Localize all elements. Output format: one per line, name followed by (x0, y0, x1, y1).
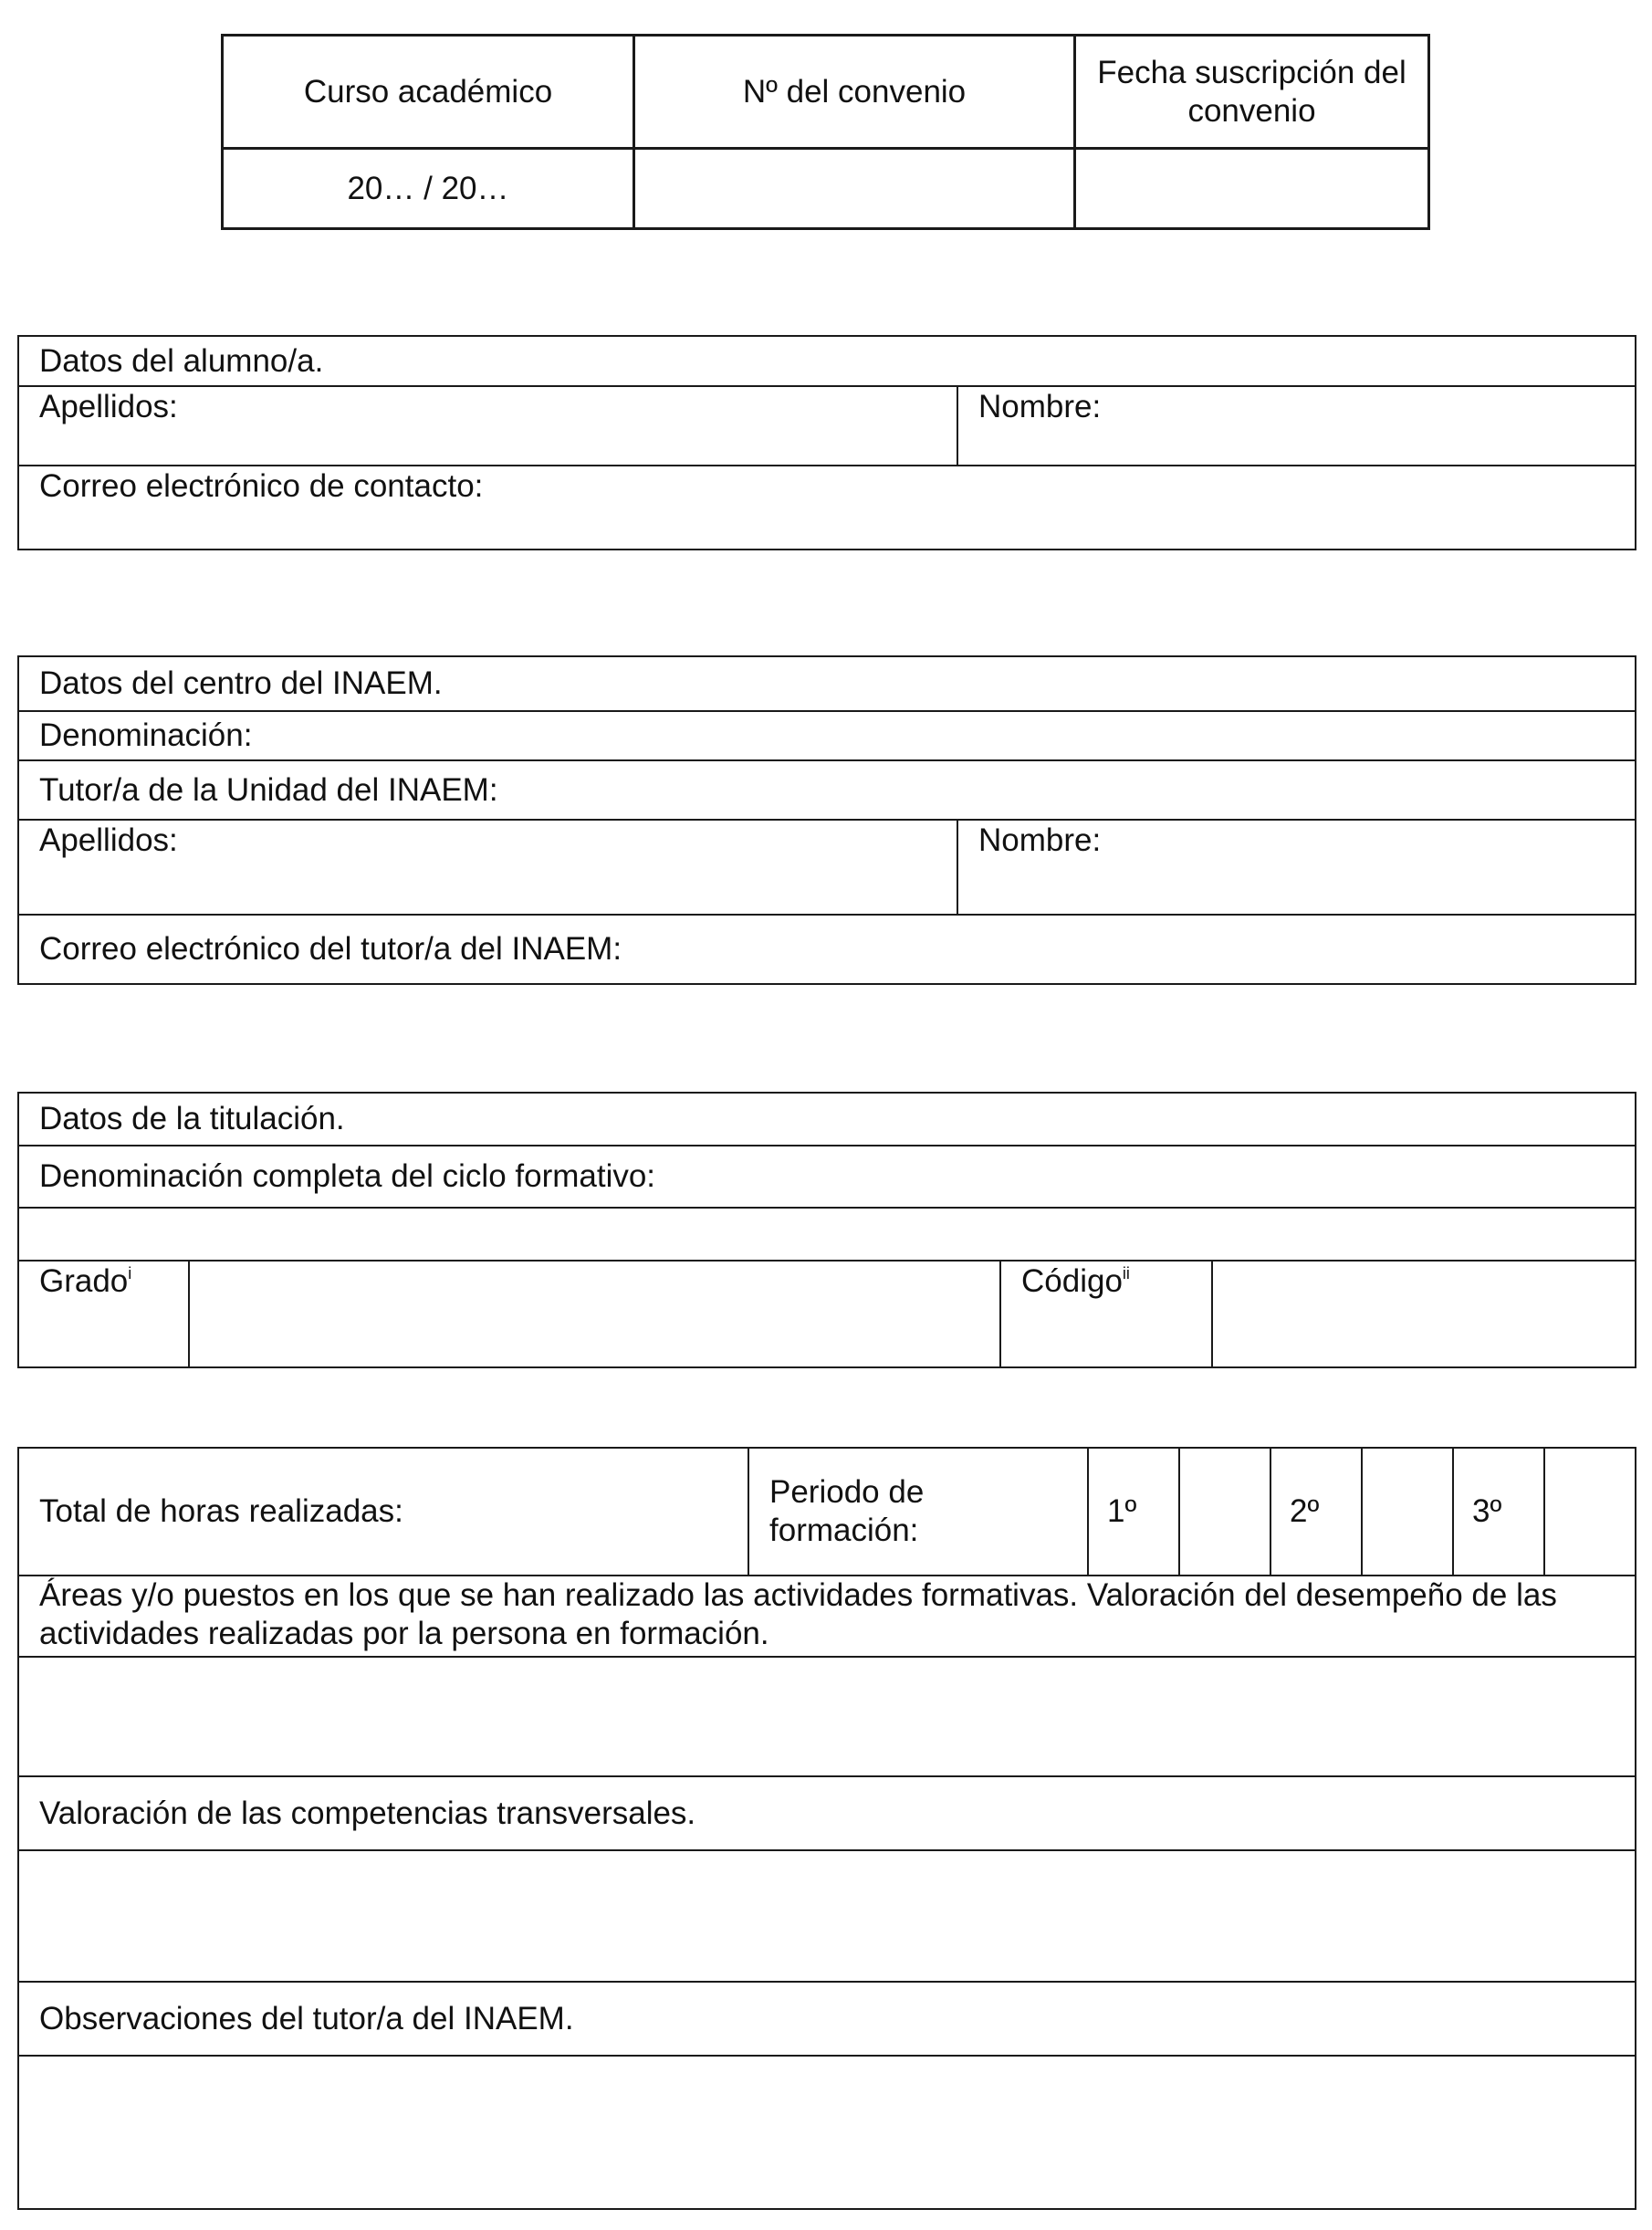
agreement-date-header: Fecha suscripción del convenio (1075, 36, 1429, 149)
cycle-name-field[interactable] (18, 1208, 1636, 1261)
student-section-title: Datos del alumno/a. (18, 336, 1636, 386)
student-email-field[interactable]: Correo electrónico de contacto: (18, 466, 1636, 550)
centre-tutor-heading: Tutor/a de la Unidad del INAEM: (18, 760, 1636, 820)
competences-label: Valoración de las competencias transversales. (18, 1776, 1636, 1850)
student-data-table (17, 335, 1636, 550)
code-field[interactable] (1212, 1261, 1636, 1367)
period-1-label: 1º (1088, 1448, 1179, 1576)
grade-label: Grado$^i$ (18, 1261, 189, 1367)
total-hours-field[interactable]: Total de horas realizadas: (18, 1448, 748, 1576)
degree-data-table (17, 1092, 1636, 1368)
academic-year-header: Curso académico (223, 36, 634, 149)
agreement-header-table (221, 34, 1430, 230)
degree-section-title: Datos de la titulación. (18, 1093, 1636, 1146)
period-1-checkbox[interactable] (1179, 1448, 1270, 1576)
evaluation-table (17, 1447, 1636, 2210)
tutor-email-field[interactable]: Correo electrónico del tutor/a del INAEM: (18, 915, 1636, 984)
centre-denomination-field[interactable]: Denominación: (18, 711, 1636, 760)
areas-activities-label: Áreas y/o puestos en los que se han realizado las actividades formativas. Valoración del desempeño de las actividades realizadas por la persona en formación. (18, 1576, 1636, 1657)
centre-data-table (17, 655, 1636, 985)
student-surname-field[interactable]: Apellidos: (18, 386, 957, 466)
observations-field[interactable] (18, 2056, 1636, 2209)
observations-label: Observaciones del tutor/a del INAEM. (18, 1982, 1636, 2056)
agreement-number-header: Nº del convenio (634, 36, 1075, 149)
period-3-label: 3º (1453, 1448, 1544, 1576)
student-name-field[interactable]: Nombre: (957, 386, 1636, 466)
tutor-name-field[interactable]: Nombre: (957, 820, 1636, 915)
academic-year-field[interactable]: 20… / 20… (223, 149, 634, 229)
code-label: Código$^{ii}$ (1000, 1261, 1212, 1367)
period-2-checkbox[interactable] (1362, 1448, 1453, 1576)
areas-activities-field[interactable] (18, 1657, 1636, 1776)
training-period-label: Periodo de formación: (748, 1448, 1088, 1576)
footnote-marker-code: ii (1122, 1264, 1130, 1283)
agreement-number-field[interactable] (634, 149, 1075, 229)
period-2-label: 2º (1270, 1448, 1362, 1576)
footnote-marker-grade: i (128, 1264, 132, 1283)
competences-field[interactable] (18, 1850, 1636, 1982)
period-3-checkbox[interactable] (1544, 1448, 1636, 1576)
tutor-surname-field[interactable]: Apellidos: (18, 820, 957, 915)
centre-section-title: Datos del centro del INAEM. (18, 656, 1636, 711)
agreement-date-field[interactable] (1075, 149, 1429, 229)
grade-field[interactable] (189, 1261, 1000, 1367)
cycle-name-label: Denominación completa del ciclo formativo: (18, 1146, 1636, 1208)
